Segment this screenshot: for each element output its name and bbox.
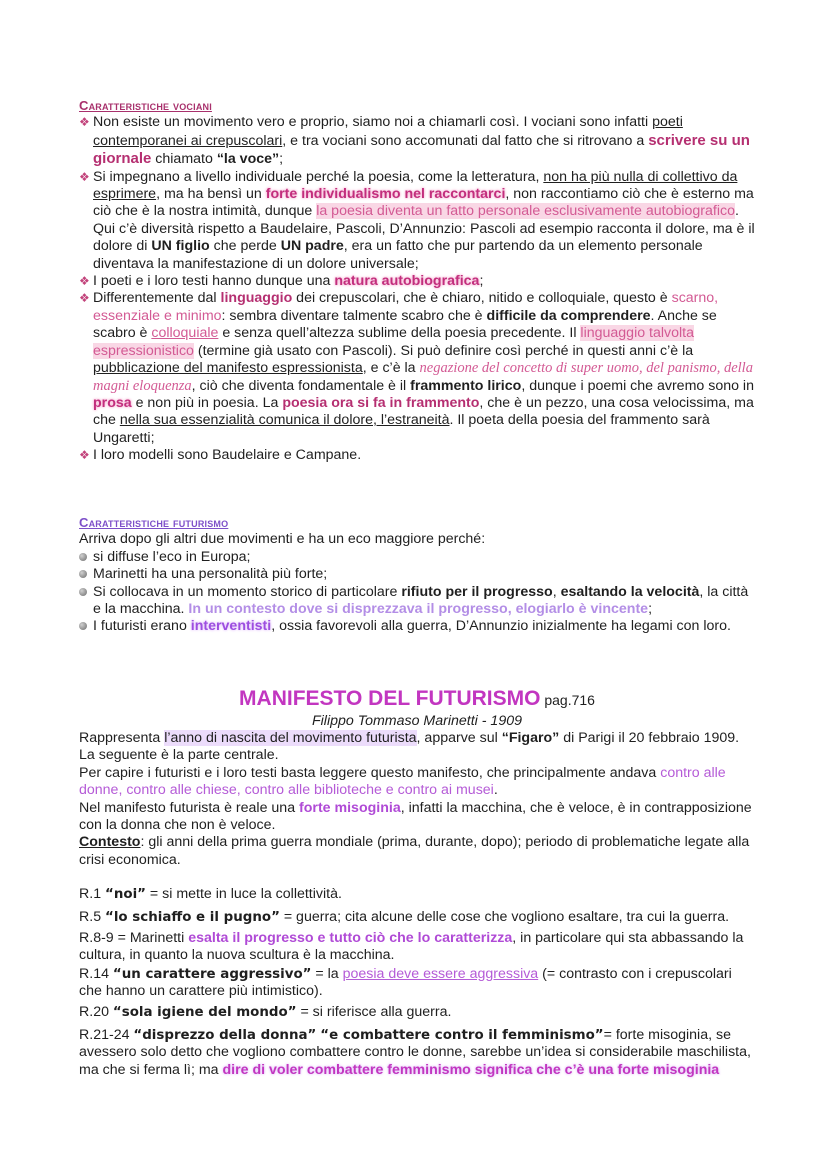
text: (termine già usato con Pascoli). Si può definire così perché in questi anni c’è la — [193, 342, 694, 359]
futurismo-item-4 — [79, 618, 755, 635]
futurismo-intro: Arriva dopo gli altri due movimenti e ha un eco maggiore perché: — [79, 531, 486, 548]
colored-text: colloquiale — [151, 325, 219, 342]
text: . Il poeta della poesia del frammento sarà Ungaretti; — [93, 412, 710, 446]
text: ; — [479, 273, 484, 290]
underlined-text: poeti contemporanei ai crepuscolari — [93, 114, 683, 149]
row-r8 — [79, 930, 755, 965]
bold-text: esaltando la velocità — [560, 583, 700, 600]
text: I futuristi erano — [93, 618, 191, 635]
text: I loro modelli sono Baudelaire e Campane. — [93, 447, 362, 464]
text: chiamato — [151, 151, 217, 168]
highlight-text: la poesia diventa un fatto personale esclusivamente autobiografico — [316, 203, 736, 220]
vociani-item-5 — [79, 447, 755, 464]
row-r21 — [79, 1027, 755, 1079]
colored-text: contro alle donne, contro alle chiese, contro alle biblioteche e contro ai musei — [79, 764, 726, 799]
round-bullet-icon — [79, 588, 87, 596]
colored-text: forte misoginia — [299, 799, 401, 816]
colored-text: scarno, essenziale e minimo — [93, 290, 719, 324]
text: Non esiste un movimento vero e proprio, siamo noi a chiamarli così. I vociani sono infatti — [93, 114, 653, 131]
highlight-text: interventisti — [190, 618, 272, 635]
futurismo-item-3 — [79, 584, 755, 619]
row-r5 — [79, 909, 755, 926]
round-bullet-icon — [79, 622, 87, 630]
text: R.20 — [79, 1004, 113, 1020]
text: (= contrasto con i crepuscolari che hanno un carattere più intimistico). — [79, 966, 732, 1000]
text: ; — [279, 151, 284, 168]
text: , apparve sul — [416, 730, 502, 746]
row-r20 — [79, 1004, 755, 1021]
text: e non più in poesia. La — [131, 394, 283, 411]
diamond-bullet-icon: ❖ — [79, 274, 90, 289]
italic-text: negazione del concetto di super uomo, del panismo, della magni eloquenza — [93, 360, 753, 394]
text: di Parigi il 20 febbraio 1909. La seguente è la parte centrale. — [79, 730, 740, 764]
futurismo-item-2 — [79, 566, 755, 583]
text: si diffuse l’eco in Europa; — [93, 548, 251, 565]
manifesto-paragraph-4 — [79, 834, 755, 869]
text: , non raccontiamo ciò che è esterno ma ciò che è la nostra intimità, dunque — [93, 186, 754, 220]
colored-text: esalta il progresso e tutto ciò che lo caratterizza — [188, 930, 513, 946]
highlight-text: linguaggio — [220, 290, 293, 307]
manifesto-body — [79, 730, 755, 869]
text: Nel manifesto futurista è reale una — [79, 799, 300, 816]
title-text: MANIFESTO DEL FUTURISMO — [239, 687, 541, 710]
quote-text: “sola igiene del mondo” — [112, 1005, 297, 1020]
row-r1 — [79, 886, 755, 903]
vociani-item-2 — [79, 169, 755, 273]
text: Si collocava in un momento storico di particolare — [93, 583, 402, 600]
text: R.8-9 = Marinetti — [79, 930, 189, 946]
text: . Anche se scabro è — [93, 307, 717, 342]
diamond-bullet-icon: ❖ — [79, 169, 90, 184]
text: Differentemente dal — [93, 290, 221, 307]
text: Si impegnano a livello individuale perché la poesia, come la letteratura, — [93, 168, 544, 185]
round-bullet-icon — [79, 570, 87, 578]
text: ; — [648, 601, 653, 618]
text: R.1 — [79, 886, 106, 902]
vociani-item-3 — [79, 273, 755, 290]
text: R.5 — [79, 909, 106, 925]
bold-text: rifiuto per il progresso — [401, 583, 553, 600]
futurismo-item-1 — [79, 549, 755, 566]
bold-text: “la voce” — [216, 151, 280, 168]
text: : gli anni della prima guerra mondiale (prima, durante, dopo); periodo di problematiche legate alla crisi economica. — [79, 834, 750, 868]
bold-text: frammento lirico — [410, 377, 522, 394]
text: : sembra diventare talmente scabro che è — [221, 307, 487, 324]
text: Marinetti ha una personalità più forte; — [93, 566, 328, 583]
manifesto-subtitle: Filippo Tommaso Marinetti - 1909 — [311, 713, 522, 729]
text: Rappresenta — [79, 730, 165, 746]
bold-text: UN figlio — [151, 238, 210, 255]
diamond-bullet-icon: ❖ — [79, 291, 90, 306]
highlight-text: linguaggio talvolta espressionistico — [93, 325, 695, 359]
vociani-item-1 — [79, 114, 755, 168]
text: , e tra vociani sono accomunati dal fatto che si ritrovano a — [282, 132, 649, 149]
diamond-bullet-icon: ❖ — [79, 448, 90, 463]
diamond-bullet-icon: ❖ — [79, 115, 90, 130]
text: , infatti la macchina, che è veloce, è in contrapposizione con la donna che non è veloce. — [79, 799, 752, 834]
manifesto-title — [79, 686, 755, 713]
highlight-text: prosa — [93, 394, 132, 411]
text: = la — [311, 966, 343, 982]
underlined-text: pubblicazione del manifesto espressionista — [93, 360, 363, 377]
text: = guerra; cita alcune delle cose che vogliono esaltare, tra cui la guerra. — [279, 909, 730, 925]
futurismo-section — [79, 514, 755, 636]
text: , ciò che diventa fondamentale è il — [191, 377, 411, 394]
text: = si mette in luce la collettività. — [145, 886, 342, 902]
row-r14 — [79, 966, 755, 1001]
highlight-text: dire di voler combattere femminismo significa che c’è una forte misoginia — [222, 1061, 720, 1078]
vociani-heading: Caratteristiche vociani — [79, 98, 212, 113]
colored-text: In un contesto dove si disprezzava il progresso, elogiarlo è vincente — [188, 601, 649, 618]
highlight-text: forte individualismo nel raccontarci — [265, 186, 506, 203]
manifesto-paragraph-2 — [79, 765, 755, 800]
text: , in particolare qui sta abbassando la cultura, in quanto la nuova scultura è la macchina. — [79, 930, 744, 964]
bold-text: UN padre — [280, 238, 344, 255]
text: , dunque i poemi che avremo sono in — [521, 377, 754, 394]
quote-text: “lo schiaffo e il pugno” — [105, 910, 280, 925]
text: R.21-24 — [79, 1027, 134, 1043]
bold-text: difficile da comprendere — [486, 307, 651, 324]
text: e senza quell’altezza sublime della poesia precedente. Il — [218, 325, 581, 342]
text: , ma ha bensì un — [156, 186, 266, 203]
text: , e c’è la — [362, 360, 420, 377]
text: dei crepuscolari, che è chiaro, nitido e colloquiale, questo è — [292, 290, 672, 307]
highlight-text: poesia ora si fa in frammento — [282, 394, 480, 411]
manifesto-paragraph-1 — [79, 730, 755, 765]
bold-text: Contesto — [79, 834, 141, 851]
colored-text: poesia deve essere aggressiva — [342, 966, 539, 982]
text: , la città e la macchina. — [93, 583, 749, 618]
bold-text: “Figaro” — [501, 730, 560, 746]
underlined-text: nella sua essenzialità comunica il dolore, l’estraneità — [119, 412, 450, 429]
round-bullet-icon — [79, 553, 87, 561]
futurismo-heading: Caratteristiche futurismo — [79, 515, 229, 530]
page-reference: pag.716 — [540, 692, 595, 708]
text: = si riferisce alla guerra. — [296, 1004, 452, 1020]
text: Per capire i futuristi e i loro testi basta leggere questo manifesto, che principalmente andava — [79, 764, 661, 781]
highlight-text: natura autobiografica — [334, 273, 480, 290]
vociani-item-4 — [79, 290, 755, 447]
highlight-text: scrivere su un giornale — [93, 131, 750, 168]
quote-text: “noi” — [105, 887, 146, 902]
quote-text: “un carattere aggressivo” — [112, 967, 312, 982]
quote-text: “e combattere contro il femminismo” — [320, 1028, 604, 1043]
vociani-section — [79, 97, 755, 465]
text: R.14 — [79, 966, 113, 982]
text: , che è un pezzo, una cosa velocissima, ma che — [93, 394, 754, 429]
text: , — [552, 583, 561, 600]
manifesto-title-block — [79, 686, 755, 730]
text: , ossia favorevoli alla guerra, D’Annunzio inizialmente ha legami con loro. — [271, 618, 731, 635]
text: . — [493, 782, 498, 799]
underlined-text: non ha più nulla di collettivo da esprimere — [93, 168, 738, 203]
text: . Qui c’è diversità rispetto a Baudelaire, Pascoli, D’Annunzio: Pascoli ad esempio racconta il dolore, ma è il dolore di — [93, 203, 755, 255]
manifesto-paragraph-3 — [79, 800, 755, 835]
text: I poeti e i loro testi hanno dunque una — [93, 273, 335, 290]
text: , era un fatto che pur partendo da un elemento personale diventava la manifestazione di un dolore universale; — [93, 238, 703, 272]
highlight-text: l’anno di nascita del movimento futurista — [164, 730, 417, 746]
text: che perde — [209, 238, 281, 255]
quote-text: “disprezzo della donna” — [133, 1028, 317, 1043]
text: = forte misoginia, se avessero solo detto che vogliono combattere contro le donne, sarebbe un’idea si considerabile maschilista, ma che si ferma lì; ma — [79, 1027, 751, 1078]
